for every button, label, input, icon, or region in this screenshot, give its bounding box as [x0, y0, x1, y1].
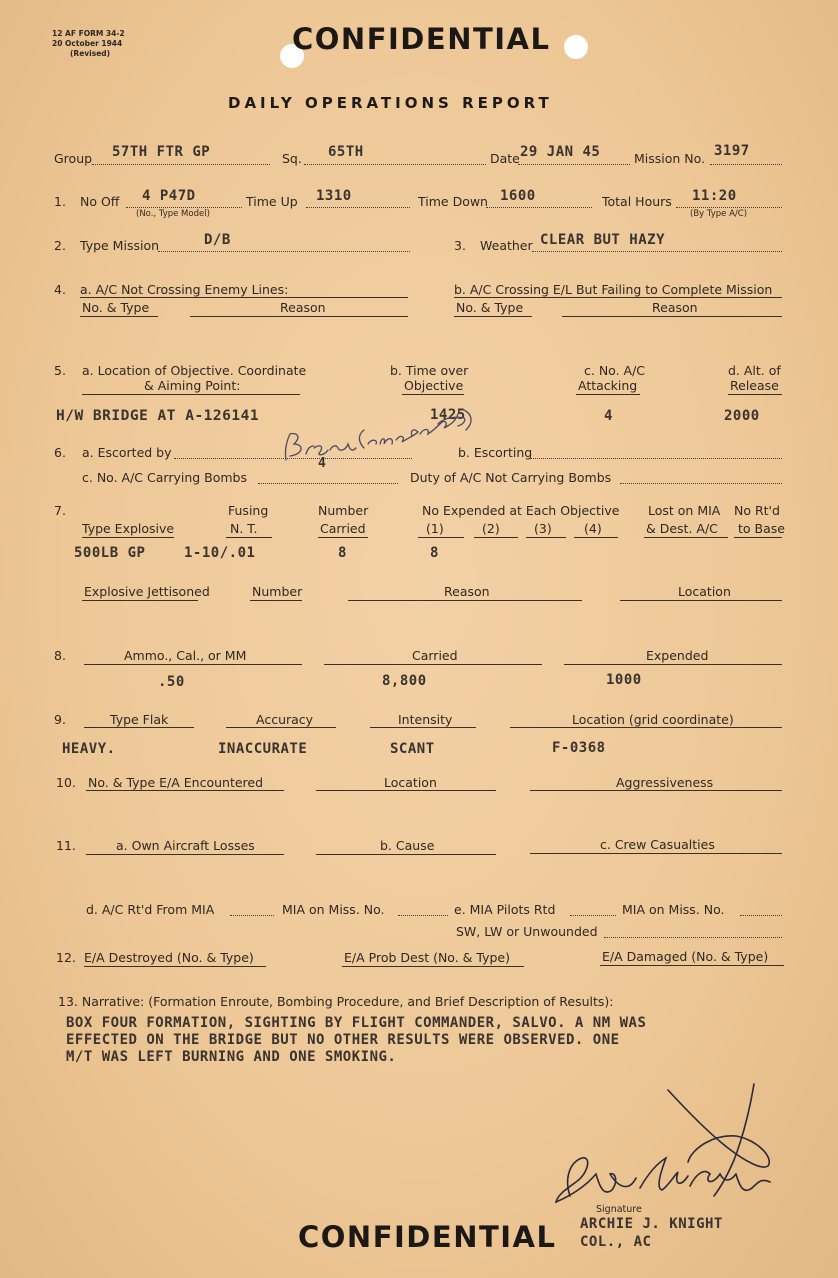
s5d-rule	[728, 394, 782, 395]
jettisoned-location: Location	[678, 584, 731, 599]
ammo-carried-value: 8,800	[382, 673, 427, 689]
h-ea-aggressiveness: Aggressiveness	[616, 775, 714, 790]
form-id: 12 AF FORM 34-2	[52, 29, 125, 38]
h-ea-encountered-rule	[86, 790, 284, 791]
h-obj-4-rule	[574, 537, 618, 538]
type-mission-label: Type Mission	[80, 238, 160, 253]
release-altitude-value: 2000	[724, 408, 760, 424]
own-losses-rule	[86, 854, 284, 855]
handwritten-signature	[540, 1078, 790, 1228]
jettisoned-label: Explosive Jettisoned	[84, 584, 210, 599]
type-mission-line	[158, 251, 410, 252]
jettisoned-location-rule	[620, 600, 782, 601]
mia-miss-line	[398, 915, 448, 916]
s4a-col-no-type: No. & Type	[82, 300, 150, 315]
s4b-col-no-type: No. & Type	[456, 300, 524, 315]
h-ammo-rule	[84, 664, 302, 665]
h-obj-1: (1)	[426, 521, 444, 536]
h-obj-2: (2)	[482, 521, 500, 536]
expended-obj1-value: 8	[430, 545, 439, 561]
h-fusing-rule	[226, 537, 272, 538]
s5c-line2: Attacking	[578, 378, 638, 393]
duty-line	[620, 483, 782, 484]
own-losses-label: a. Own Aircraft Losses	[116, 838, 255, 853]
sw-lw-label: SW, LW or Unwounded	[456, 924, 598, 939]
h-fusing-2: N. T.	[230, 521, 258, 536]
ea-damaged-rule	[600, 965, 784, 966]
h-lost-1: Lost on MIA	[648, 503, 721, 518]
s2-num: 2.	[54, 238, 66, 253]
ac-rtd-mia-line	[230, 915, 274, 916]
aircraft-attacking-value: 4	[604, 408, 613, 424]
bombs-carried-value: 8	[338, 545, 347, 561]
s3-num: 3.	[454, 238, 466, 253]
jettisoned-reason: Reason	[444, 584, 490, 599]
h-expended: No Expended at Each Objective	[422, 503, 620, 518]
weather-label: Weather	[480, 238, 533, 253]
s8-num: 8.	[54, 648, 66, 663]
s5c-rule	[576, 394, 640, 395]
signer-name: ARCHIE J. KNIGHT	[580, 1216, 723, 1232]
s11-num: 11.	[56, 838, 76, 853]
h-obj-4: (4)	[584, 521, 602, 536]
crew-casualties-rule	[530, 853, 782, 854]
time-over-objective-value: 1425	[430, 407, 466, 423]
mission-line	[710, 164, 782, 165]
cause-rule	[316, 854, 496, 855]
objective-location-value: H/W BRIDGE AT A-126141	[56, 408, 260, 424]
h-lost-rule	[644, 537, 728, 538]
h-type-explosive: Type Explosive	[82, 521, 175, 536]
h-flak-intensity-rule	[370, 727, 476, 728]
s5a-line2: & Aiming Point:	[144, 378, 241, 393]
s4-num: 4.	[54, 282, 66, 297]
form-id-block	[52, 29, 125, 59]
total-hours-sub: (By Type A/C)	[690, 209, 748, 219]
weather-value: CLEAR BUT HAZY	[540, 232, 666, 248]
jettisoned-reason-rule	[348, 600, 582, 601]
s6-num: 6.	[54, 445, 66, 460]
h-ea-aggressiveness-rule	[530, 790, 782, 791]
time-down-label: Time Down	[418, 194, 488, 209]
h-ammo-expended-rule	[564, 664, 782, 665]
ac-rtd-mia-label: d. A/C Rt'd From MIA	[86, 902, 215, 917]
total-hours-label: Total Hours	[602, 194, 672, 209]
h-nortd-1: No Rt'd	[734, 503, 780, 518]
s4a-col-rule-2	[190, 316, 408, 317]
s7-num: 7.	[54, 503, 66, 518]
s4a-label: a. A/C Not Crossing Enemy Lines:	[80, 282, 289, 297]
s5a-rule	[82, 394, 300, 395]
bombs-carrying-line	[258, 483, 398, 484]
group-line	[92, 164, 270, 165]
h-number-rule	[318, 537, 368, 538]
h-flak-type-rule	[84, 727, 194, 728]
group-label: Group	[54, 151, 93, 166]
h-number-1: Number	[318, 503, 369, 518]
signature-label: Signature	[596, 1204, 642, 1215]
sw-lw-line	[604, 937, 782, 938]
s5a-line1: a. Location of Objective. Coordinate	[82, 363, 307, 378]
ea-prob-dest-label: E/A Prob Dest (No. & Type)	[344, 950, 510, 965]
h-nortd-2: to Base	[738, 521, 785, 536]
group-value: 57TH FTR GP	[112, 144, 211, 160]
time-up-label: Time Up	[246, 194, 298, 209]
h-flak-accuracy: Accuracy	[256, 712, 314, 727]
escorting-label: b. Escorting	[458, 445, 533, 460]
s4b-label: b. A/C Crossing E/L But Failing to Complete Mission	[454, 282, 773, 297]
ea-destroyed-rule	[84, 966, 266, 967]
s9-num: 9.	[54, 712, 66, 727]
explosive-type-value: 500LB GP	[74, 545, 146, 561]
s5b-line1: b. Time over	[390, 363, 469, 378]
s4a-col-reason: Reason	[280, 300, 326, 315]
time-down-value: 1600	[500, 188, 536, 204]
form-revised: (Revised)	[70, 49, 111, 58]
mia-miss2-line	[740, 915, 782, 916]
h-ammo-carried-rule	[324, 664, 542, 665]
s4a-col-rule-1	[80, 316, 158, 317]
flak-accuracy-value: INACCURATE	[218, 741, 308, 757]
sq-line	[304, 164, 486, 165]
bombs-carrying-value: 4	[318, 456, 327, 471]
s4b-col-rule-1	[454, 316, 532, 317]
classification-bottom: CONFIDENTIAL	[298, 1220, 557, 1254]
ammo-expended-value: 1000	[606, 672, 642, 688]
s5c-line1: c. No. A/C	[584, 363, 646, 378]
time-down-line	[486, 207, 592, 208]
no-off-value: 4 P47D	[142, 188, 196, 204]
punch-hole-right	[564, 35, 588, 59]
signer-rank: COL., AC	[580, 1234, 652, 1250]
escorted-by-line	[174, 458, 412, 459]
h-obj-3-rule	[526, 537, 566, 538]
escorted-by-label: a. Escorted by	[82, 445, 172, 460]
duty-label: Duty of A/C Not Carrying Bombs	[410, 470, 612, 485]
weather-line	[532, 251, 782, 252]
report-title: DAILY OPERATIONS REPORT	[228, 94, 553, 112]
s5b-line2: Objective	[404, 378, 464, 393]
date-line	[518, 164, 630, 165]
s5d-line2: Release	[730, 378, 779, 393]
ea-prob-dest-rule	[342, 966, 524, 967]
h-flak-intensity: Intensity	[398, 712, 453, 727]
h-flak-type: Type Flak	[110, 712, 169, 727]
type-mission-value: D/B	[204, 232, 231, 248]
s1-num: 1.	[54, 194, 66, 209]
total-hours-line	[676, 207, 782, 208]
h-ea-encountered: No. & Type E/A Encountered	[88, 775, 264, 790]
h-flak-location: Location (grid coordinate)	[572, 712, 734, 727]
narrative-line-3: M/T WAS LEFT BURNING AND ONE SMOKING.	[66, 1049, 397, 1065]
flak-location-value: F-0368	[552, 740, 606, 756]
flak-intensity-value: SCANT	[390, 741, 435, 757]
form-date: 20 October 1944	[52, 39, 123, 48]
s5b-rule	[402, 394, 464, 395]
no-off-sub: (No., Type Model)	[136, 209, 210, 219]
mia-pilots-label: e. MIA Pilots Rtd	[454, 902, 556, 917]
h-flak-accuracy-rule	[226, 727, 336, 728]
date-value: 29 JAN 45	[520, 144, 601, 160]
ammo-value: .50	[158, 674, 185, 690]
h-number-2: Carried	[320, 521, 366, 536]
date-label: Date	[490, 151, 520, 166]
h-flak-location-rule	[510, 727, 782, 728]
mission-value: 3197	[714, 143, 750, 159]
s4b-col-rule-2	[562, 316, 782, 317]
h-obj-3: (3)	[534, 521, 552, 536]
narrative-label: 13. Narrative: (Formation Enroute, Bombing Procedure, and Brief Description of Results):	[58, 994, 614, 1009]
h-ammo-carried: Carried	[412, 648, 458, 663]
jettisoned-number: Number	[252, 584, 303, 599]
h-ammo: Ammo., Cal., or MM	[124, 648, 247, 663]
classification-top: CONFIDENTIAL	[292, 22, 551, 56]
s4b-rule	[454, 297, 782, 298]
h-ammo-expended: Expended	[646, 648, 709, 663]
mia-miss2-label: MIA on Miss. No.	[622, 902, 725, 917]
ea-destroyed-label: E/A Destroyed (No. & Type)	[84, 950, 254, 965]
s4a-rule	[80, 297, 408, 298]
escorting-line	[530, 458, 782, 459]
total-hours-value: 11:20	[692, 188, 737, 204]
h-obj-1-rule	[418, 537, 464, 538]
jettisoned-number-rule	[250, 600, 302, 601]
s5d-line1: d. Alt. of	[728, 363, 781, 378]
h-type-explosive-rule	[82, 537, 174, 538]
mia-miss-label: MIA on Miss. No.	[282, 902, 385, 917]
h-nortd-rule	[734, 537, 782, 538]
narrative-text	[66, 1015, 646, 1066]
s4b-col-reason: Reason	[652, 300, 698, 315]
s5-num: 5.	[54, 363, 66, 378]
s10-num: 10.	[56, 775, 76, 790]
h-lost-2: & Dest. A/C	[646, 521, 718, 536]
time-up-value: 1310	[316, 188, 352, 204]
h-ea-location: Location	[384, 775, 437, 790]
sq-value: 65TH	[328, 144, 364, 160]
crew-casualties-label: c. Crew Casualties	[600, 837, 715, 852]
cause-label: b. Cause	[380, 838, 435, 853]
no-off-line	[126, 207, 242, 208]
mission-label: Mission No.	[634, 151, 706, 166]
h-fusing-1: Fusing	[228, 503, 269, 518]
mia-pilots-line	[570, 915, 616, 916]
narrative-line-2: EFFECTED ON THE BRIDGE BUT NO OTHER RESULTS WERE OBSERVED. ONE	[66, 1032, 620, 1048]
s12-num: 12.	[56, 950, 76, 965]
narrative-line-1: BOX FOUR FORMATION, SIGHTING BY FLIGHT COMMANDER, SALVO. A NM WAS	[66, 1015, 647, 1031]
fusing-value: 1-10/.01	[184, 545, 256, 561]
h-ea-location-rule	[316, 790, 496, 791]
no-off-label: No Off	[80, 194, 120, 209]
bombs-carrying-label: c. No. A/C Carrying Bombs	[82, 470, 248, 485]
time-up-line	[306, 207, 410, 208]
jettisoned-rule	[82, 600, 198, 601]
sq-label: Sq.	[282, 151, 302, 166]
flak-type-value: HEAVY.	[62, 741, 116, 757]
h-obj-2-rule	[474, 537, 518, 538]
ea-damaged-label: E/A Damaged (No. & Type)	[602, 949, 769, 964]
